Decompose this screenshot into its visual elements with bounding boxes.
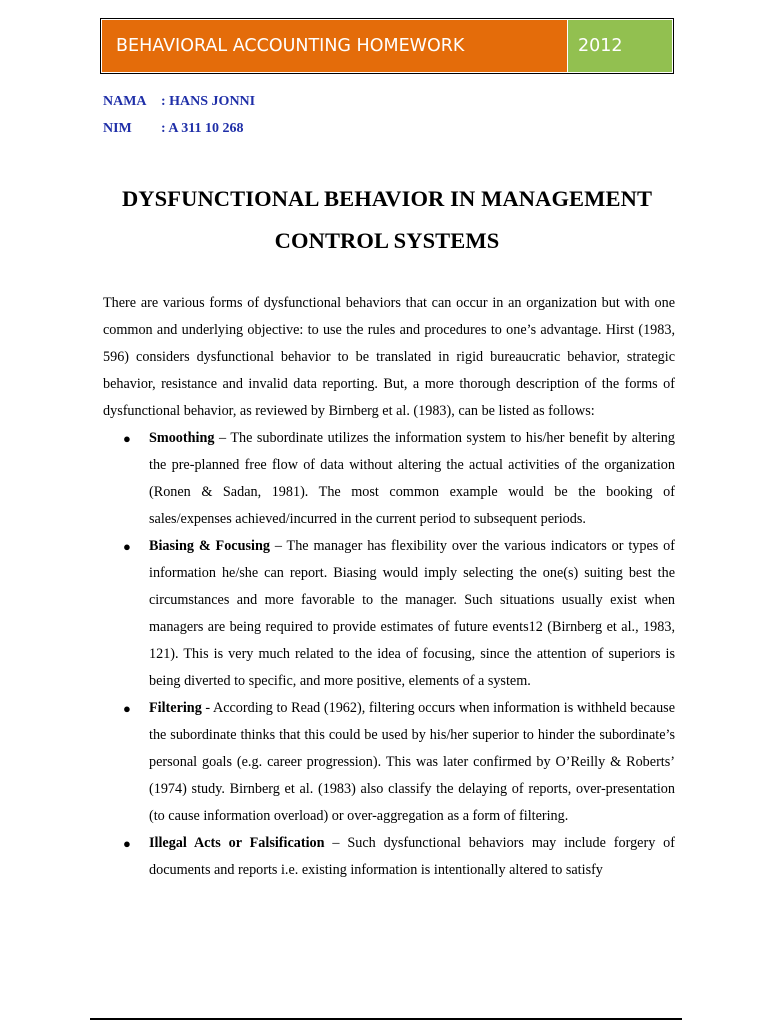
footer-divider <box>90 1018 682 1020</box>
name-label: NAMA <box>103 94 147 109</box>
intro-paragraph: There are various forms of dysfunctional behaviors that can occur in an organization but with one common and underlying objective: to use the rules and procedures to one’s advantage. Hirst (1983, 596) considers dysfunctional behavior to be translated in rigid bureaucratic behavior, strategic behavior, resistance and invalid data reporting. But, a more thorough description of the forms of dysfunctional behavior, as reviewed by Birnberg et al. (1983), can be listed as follows: <box>103 295 675 419</box>
item-term: Illegal Acts or Falsification <box>149 835 325 851</box>
header-title: BEHAVIORAL ACCOUNTING HOMEWORK <box>102 20 568 72</box>
item-separator: – <box>324 835 348 851</box>
document-body <box>103 290 675 884</box>
bullet-icon: ● <box>123 701 131 716</box>
student-id-line <box>103 121 243 137</box>
item-text: The manager has flexibility over the various indicators or types of information he/she can report. Biasing would imply selecting the one(s) suiting best the circumstances and more favorable to the manager. Such situations usually exist when managers are being required to provide estimates of future events12 (Birnberg et al., 1983, 121). This is very much related to the idea of focusing, since the attention of superiors is being diverted to specific, and more positive, elements of a system. <box>149 538 675 689</box>
item-separator: - <box>201 700 213 716</box>
list-item <box>123 425 675 533</box>
item-term: Biasing & Focusing <box>149 538 270 554</box>
bullet-icon: ● <box>123 539 131 554</box>
item-term: Smoothing <box>149 430 215 446</box>
document-title: DYSFUNCTIONAL BEHAVIOR IN MANAGEMENT CONTROL SYSTEMS <box>121 186 653 253</box>
header-banner <box>100 18 674 74</box>
nim-value: : A 311 10 268 <box>161 121 244 136</box>
item-text: The subordinate utilizes the information system to his/her benefit by altering the pre-planned free flow of data without altering the actual activities of the organization (Ronen & Sadan, 1981). The most common example would be the booking of sales/expenses achieved/incurred in the current period to subsequent periods. <box>149 430 675 527</box>
list-item <box>123 533 675 695</box>
item-separator: – <box>269 538 287 554</box>
name-value: : HANS JONNI <box>161 94 256 109</box>
item-term: Filtering <box>149 700 202 716</box>
list-item <box>123 695 675 830</box>
item-text: According to Read (1962), filtering occurs when information is withheld because the subordinate thinks that this could be used by his/her superior to hinder the subordinate’s personal goals (e.g. career progression). This was later confirmed by O’Reilly & Roberts’ (1974) study. Birnberg et al. (1983) also classify the delaying of reports, over-presentation (to cause information overload) or over-aggregation as a form of filtering. <box>149 700 675 824</box>
bullet-icon: ● <box>123 836 131 851</box>
item-separator: – <box>214 430 231 446</box>
list-item <box>123 830 675 884</box>
bullet-icon: ● <box>123 431 131 446</box>
student-name-line <box>103 94 255 110</box>
behavior-list <box>103 425 675 884</box>
item-text: Such dysfunctional behaviors may include forgery of documents and reports i.e. existing information is intentionally altered to satisfy <box>149 835 675 878</box>
header-year: 2012 <box>568 20 672 72</box>
nim-label: NIM <box>103 121 132 136</box>
